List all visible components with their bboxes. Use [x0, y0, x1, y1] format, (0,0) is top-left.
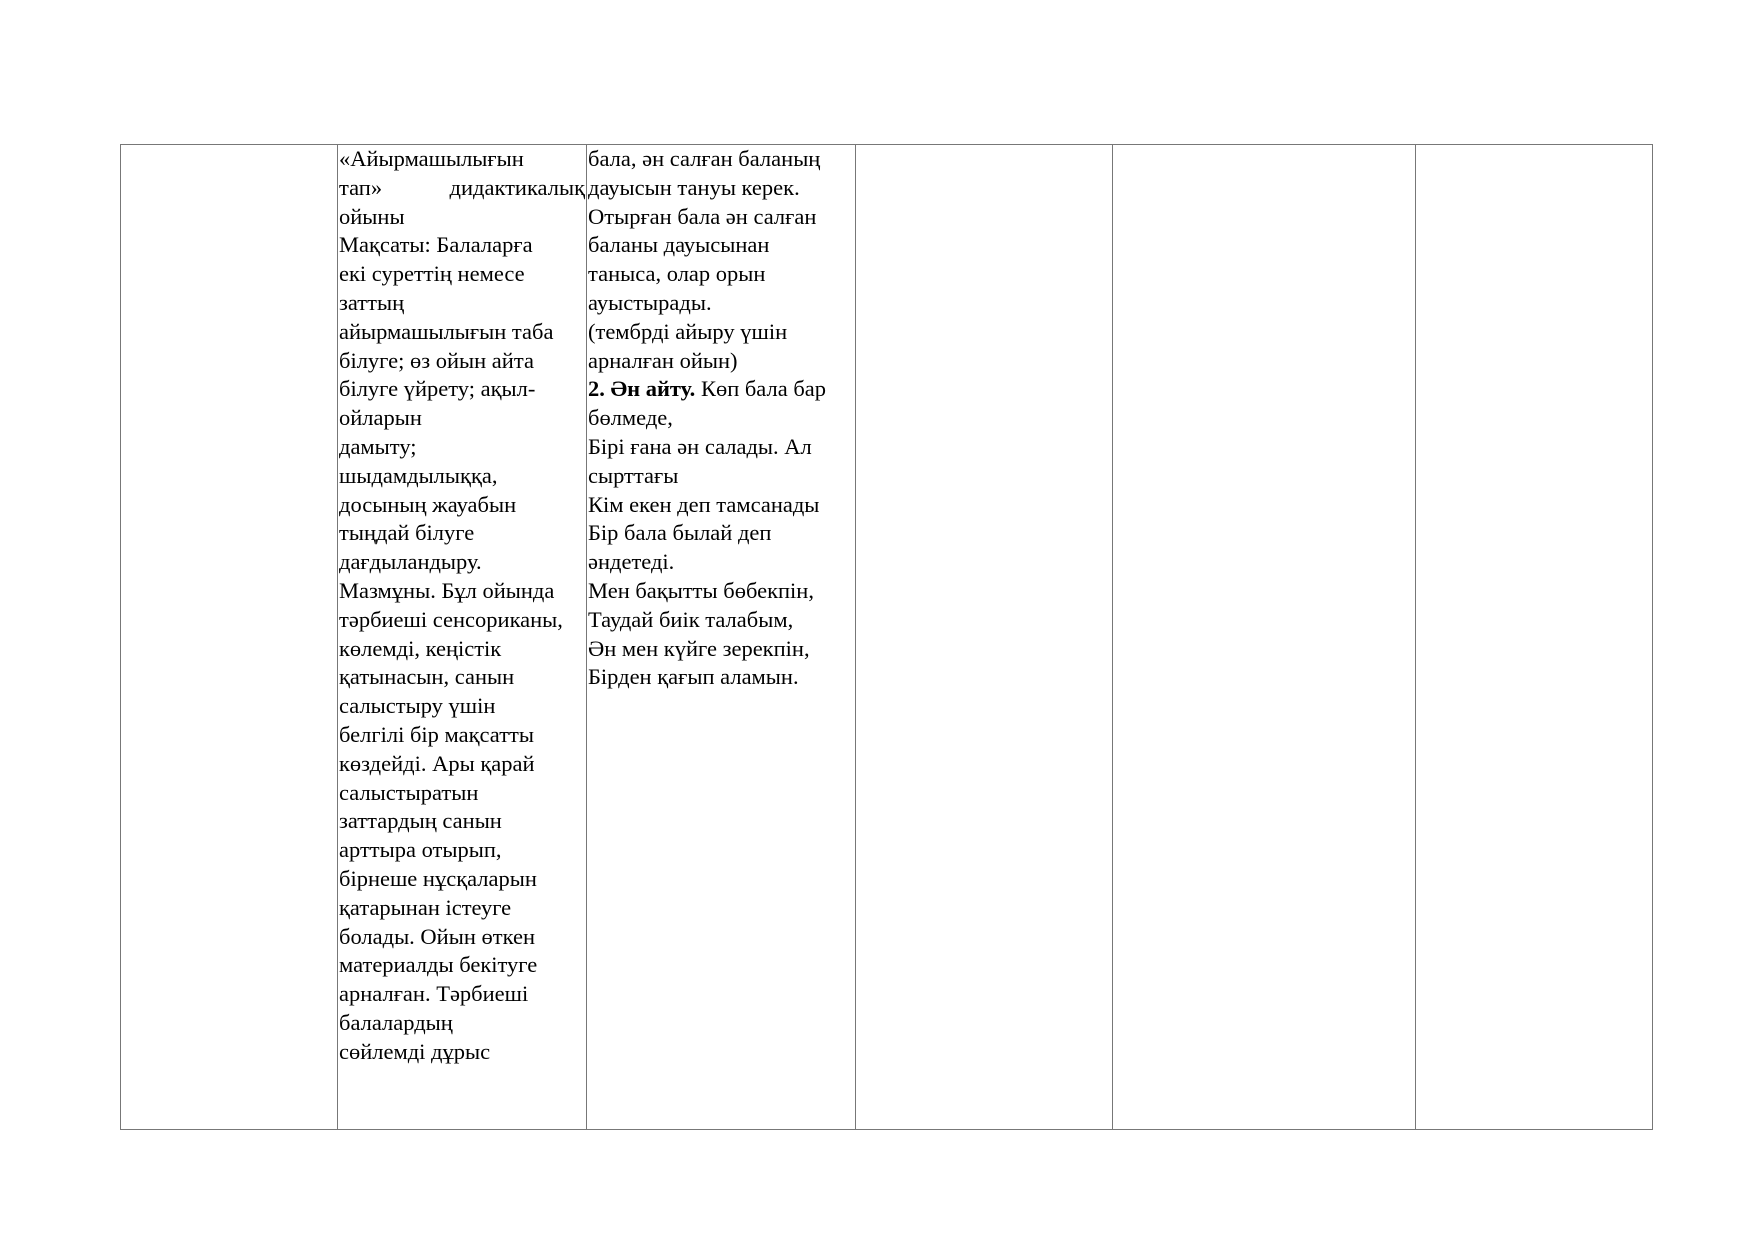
- text-line: тыңдай білуге: [339, 520, 475, 546]
- text-line: ауыстырады.: [588, 289, 712, 315]
- text-line: Мен бақытты бөбекпін,: [588, 577, 814, 603]
- game-description-text: [338, 145, 586, 1067]
- text-line: арттыра отырып,: [339, 837, 502, 863]
- table-cell-col2: [338, 145, 587, 1130]
- text-line: қатынасын, санын: [339, 664, 515, 690]
- text-line: дамыту;: [339, 433, 417, 459]
- text-line: заттардың санын: [339, 808, 502, 834]
- table-cell-col1: [121, 145, 338, 1130]
- text-line: Ән мен күйге зерекпін,: [588, 635, 810, 661]
- text-word: тап»: [339, 174, 383, 200]
- text-line: [588, 375, 854, 404]
- text-line: материалды бекітуге: [339, 952, 538, 978]
- text-line: тәрбиеші сенсориканы,: [339, 606, 563, 632]
- text-line: Бір бала былай деп: [588, 520, 772, 546]
- text-line: дауысын тануы керек.: [588, 174, 800, 200]
- table-row: [121, 145, 1653, 1130]
- text-line: білуге; өз ойын айта: [339, 347, 534, 373]
- table-cell-col5: [1113, 145, 1416, 1130]
- text-line: Бірден қағып аламын.: [588, 664, 799, 690]
- text-line: [339, 174, 585, 203]
- text-line: арналған. Тәрбиеші: [339, 981, 529, 1007]
- text-line: сөйлемді дұрыс: [339, 1038, 491, 1064]
- text-line: екі суреттің немесе: [339, 261, 525, 287]
- text-line: айырмашылығын таба: [339, 318, 554, 344]
- text-line: сырттағы: [588, 462, 679, 488]
- text-line: Бірі ғана ән салады. Ал: [588, 433, 812, 459]
- text-line: «Айырмашылығын: [339, 146, 524, 171]
- text-word: дидактикалық: [449, 174, 585, 200]
- text-line: шыдамдылыққа,: [339, 462, 498, 488]
- text-line: Таудай биік талабым,: [588, 606, 794, 632]
- text-line: ойыны: [339, 203, 405, 229]
- lesson-plan-table: [120, 144, 1653, 1130]
- text-line: салыстыратын: [339, 779, 479, 805]
- table-cell-col3: [587, 145, 856, 1130]
- text-line: көздейді. Ары қарай: [339, 750, 535, 776]
- text-line: балалардың: [339, 1009, 453, 1035]
- text-word: Көп бала бар: [695, 376, 827, 402]
- text-line: бала, ән салған баланың: [588, 146, 821, 171]
- text-line: бірнеше нұсқаларын: [339, 865, 537, 891]
- text-line: белгілі бір мақсатты: [339, 721, 534, 747]
- text-line: қатарынан істеуге: [339, 894, 512, 920]
- section-heading: 2. Ән айту.: [588, 376, 696, 402]
- text-line: бөлмеде,: [588, 405, 673, 431]
- text-line: баланы дауысынан: [588, 232, 770, 258]
- table-cell-col6: [1416, 145, 1653, 1130]
- text-line: Кім екен деп тамсанады: [588, 491, 820, 517]
- text-line: заттың: [339, 289, 405, 315]
- text-line: Мақсаты: Балаларға: [339, 232, 533, 258]
- text-line: салыстыру үшін: [339, 693, 496, 719]
- text-line: Мазмұны. Бұл ойында: [339, 577, 555, 603]
- text-line: ойларын: [339, 405, 422, 431]
- table-cell-col4: [856, 145, 1113, 1130]
- song-game-text: [587, 145, 855, 692]
- text-line: білуге үйрету; ақыл-: [339, 376, 536, 402]
- text-line: Отырған бала ән салған: [588, 203, 817, 229]
- text-line: таныса, олар орын: [588, 261, 766, 287]
- text-line: көлемді, кеңістік: [339, 635, 502, 661]
- text-line: досының жауабын: [339, 491, 517, 517]
- text-line: арналған ойын): [588, 347, 738, 373]
- text-line: дағдыландыру.: [339, 549, 482, 575]
- text-line: (тембрді айыру үшін: [588, 318, 788, 344]
- text-line: болады. Ойын өткен: [339, 923, 535, 949]
- text-line: әндетеді.: [588, 549, 675, 575]
